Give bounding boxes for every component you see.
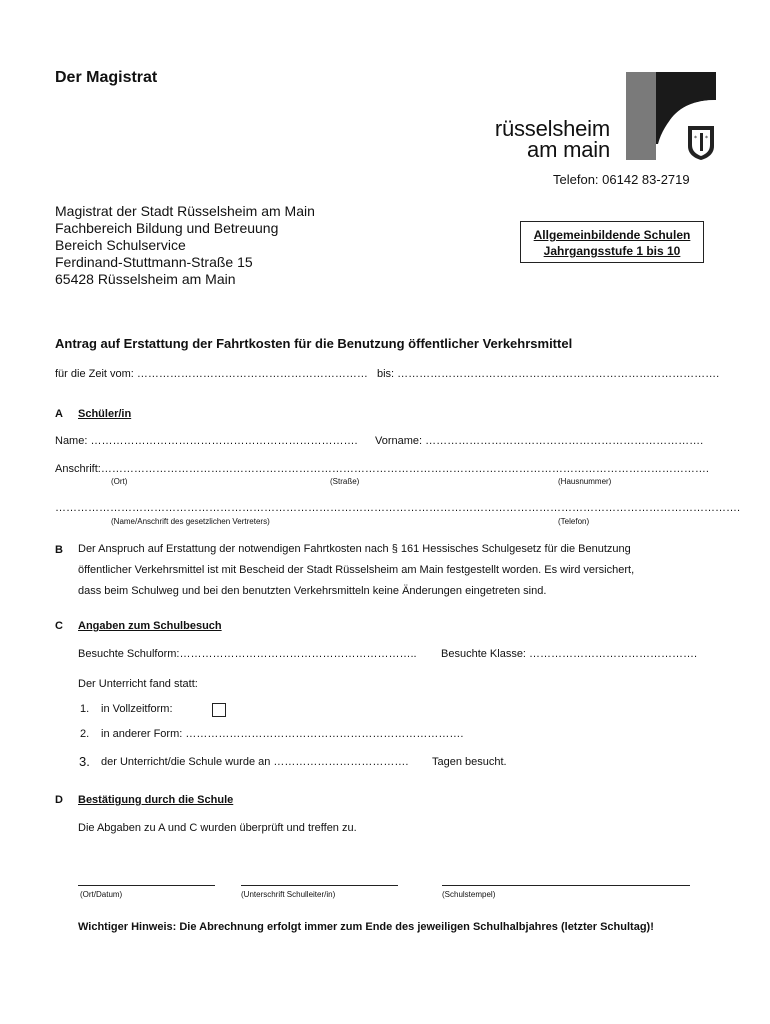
klasse-field[interactable]: Besuchte Klasse: ………………………………………. [441, 648, 698, 660]
address-line: 65428 Rüsselsheim am Main [55, 271, 236, 287]
school-type-box [520, 221, 704, 263]
school-type-line-2: Jahrgangsstufe 1 bis 10 [543, 244, 681, 258]
ort-datum-line[interactable] [78, 885, 215, 886]
vollzeit-checkbox[interactable] [212, 703, 226, 717]
tage-field[interactable]: der Unterricht/die Schule wurde an ………………………………. [101, 756, 409, 768]
page-title: Der Magistrat [55, 69, 158, 86]
section-b-line: dass beim Schulweg und bei den benutzten Verkehrsmitteln keine Änderungen eingetreten sind. [78, 585, 547, 597]
section-a-letter: A [55, 408, 63, 420]
period-from-field[interactable]: für die Zeit vom: ……………………………………………………… [55, 368, 368, 380]
unterricht-label: Der Unterricht fand statt: [78, 678, 198, 690]
city-logo [624, 70, 718, 162]
section-b-line: öffentlicher Verkehrsmittel ist mit Bescheid der Stadt Rüsselsheim am Main festgestellt worden. Es wird versichert, [78, 564, 635, 576]
vorname-field[interactable]: Vorname: …………………………………………………………………. [375, 435, 704, 447]
svg-text:*: * [705, 135, 708, 142]
caption-strasse: (Straße) [330, 477, 360, 486]
logo-text [456, 118, 610, 160]
section-a-title: Schüler/in [78, 408, 132, 420]
address-line: Ferdinand-Stuttmann-Straße 15 [55, 254, 253, 270]
logo-line-2: am main [527, 137, 610, 162]
anschrift-field[interactable]: Anschrift:…………………………………………………………………………………………………………………………………………………. [55, 463, 709, 475]
caption-ort: (Ort) [111, 477, 128, 486]
section-c-title: Angaben zum Schulbesuch [78, 620, 222, 632]
caption-ort-datum: (Ort/Datum) [80, 890, 123, 899]
stempel-line[interactable] [442, 885, 690, 886]
caption-schulstempel: (Schulstempel) [442, 890, 496, 899]
logo-graphic [624, 70, 718, 162]
schulform-field[interactable]: Besuchte Schulform:……………………………………………………….. [78, 648, 417, 660]
section-b-line: Der Anspruch auf Erstattung der notwendigen Fahrtkosten nach § 161 Hessisches Schulgesetz für die Benutzung [78, 543, 631, 555]
item-1-number: 1. [80, 703, 90, 715]
andere-form-field[interactable]: in anderer Form: …………………………………………………………………. [101, 728, 464, 740]
address-block [55, 203, 315, 288]
telefon-header: Telefon: 06142 83-2719 [553, 172, 690, 187]
logo-line-1: rüsselsheim [494, 116, 610, 141]
section-d-text: Die Abgaben zu A und C wurden überprüft und treffen zu. [78, 822, 357, 834]
section-c-letter: C [55, 620, 63, 632]
section-d-title: Bestätigung durch die Schule [78, 794, 234, 806]
section-b-text [78, 539, 634, 602]
form-heading: Antrag auf Erstattung der Fahrtkosten für die Benutzung öffentlicher Verkehrsmittel [55, 336, 573, 351]
caption-hausnummer: (Hausnummer) [558, 477, 612, 486]
guardian-field[interactable]: ……………………………………………………………………………………………………………………………………………………………………. [55, 502, 741, 514]
item-2-number: 2. [80, 728, 90, 740]
unterschrift-line[interactable] [241, 885, 398, 886]
caption-unterschrift: (Unterschrift Schulleiter/in) [241, 890, 336, 899]
address-line: Fachbereich Bildung und Betreuung [55, 220, 279, 236]
important-notice: Wichtiger Hinweis: Die Abrechnung erfolgt immer zum Ende des jeweiligen Schulhalbjahres (letzter Schultag)! [78, 921, 654, 933]
name-field[interactable]: Name: ………………………………………………………………. [55, 435, 358, 447]
tage-suffix: Tagen besucht. [432, 756, 507, 768]
address-line: Magistrat der Stadt Rüsselsheim am Main [55, 203, 315, 219]
section-b-letter: B [55, 544, 63, 556]
item-3-number: 3. [79, 754, 90, 769]
address-line: Bereich Schulservice [55, 237, 186, 253]
caption-guardian: (Name/Anschrift des gesetzlichen Vertreters) [111, 517, 270, 526]
school-type-line-1: Allgemeinbildende Schulen [533, 228, 691, 242]
section-d-letter: D [55, 794, 63, 806]
period-to-field[interactable]: bis: ……………………………………………………………………………. [377, 368, 720, 380]
svg-text:*: * [694, 135, 697, 142]
caption-telefon: (Telefon) [558, 517, 590, 526]
item-1-label: in Vollzeitform: [101, 703, 173, 715]
